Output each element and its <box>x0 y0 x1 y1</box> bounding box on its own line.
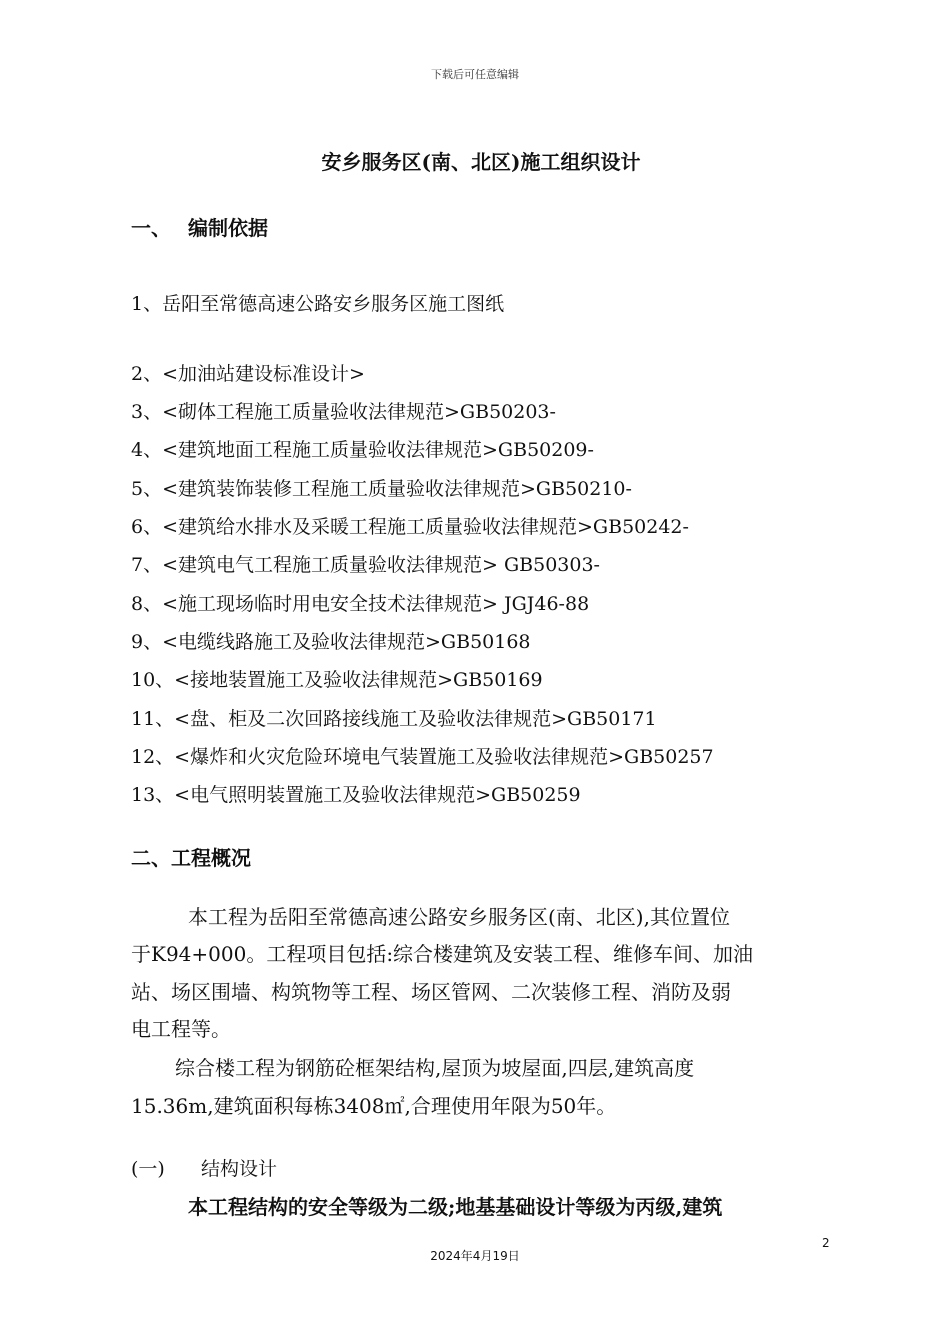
paragraph-line: 电工程等。 <box>131 1017 231 1041</box>
section-1-heading: 编制依据 <box>188 216 268 240</box>
reference-item: 8、<施工现场临时用电安全技术法律规范> JGJ46-88 <box>131 593 590 615</box>
document-title: 安乡服务区(南、北区)施工组织设计 <box>321 150 641 174</box>
reference-item: 9、<电缆线路施工及验收法律规范>GB50168 <box>131 631 531 653</box>
reference-item: 11、<盘、柜及二次回路接线施工及验收法律规范>GB50171 <box>131 708 657 730</box>
section-2-heading: 二、工程概况 <box>131 846 251 870</box>
structure-design-text: 本工程结构的安全等级为二级;地基基础设计等级为丙级,建筑 <box>188 1195 723 1219</box>
reference-item: 13、<电气照明装置施工及验收法律规范>GB50259 <box>131 784 581 806</box>
paragraph-line: 综合楼工程为钢筋砼框架结构,屋顶为坡屋面,四层,建筑高度 <box>175 1056 695 1080</box>
paragraph-line: 于K94+000。工程项目包括:综合楼建筑及安装工程、维修车间、加油 <box>131 942 754 966</box>
reference-item: 3、<砌体工程施工质量验收法律规范>GB50203- <box>131 401 556 423</box>
reference-item: 6、<建筑给水排水及采暖工程施工质量验收法律规范>GB50242- <box>131 516 689 538</box>
page-number: 2 <box>822 1236 830 1250</box>
footer-date: 2024年4月19日 <box>430 1249 520 1263</box>
reference-item: 12、<爆炸和火灾危险环境电气装置施工及验收法律规范>GB50257 <box>131 746 714 768</box>
reference-item: 5、<建筑装饰装修工程施工质量验收法律规范>GB50210- <box>131 478 632 500</box>
subsection-number: (一) <box>131 1158 165 1180</box>
reference-item: 1、岳阳至常德高速公路安乡服务区施工图纸 <box>131 293 505 315</box>
paragraph-line: 15.36m,建筑面积每栋3408㎡,合理使用年限为50年。 <box>131 1094 617 1118</box>
page-header: 下载后可任意编辑 <box>431 68 519 81</box>
reference-item: 4、<建筑地面工程施工质量验收法律规范>GB50209- <box>131 439 594 461</box>
reference-item: 10、<接地装置施工及验收法律规范>GB50169 <box>131 669 543 691</box>
reference-item: 7、<建筑电气工程施工质量验收法律规范> GB50303- <box>131 554 600 576</box>
reference-item: 2、<加油站建设标准设计> <box>131 363 365 385</box>
section-1-number: 一、 <box>131 216 171 240</box>
paragraph-line: 站、场区围墙、构筑物等工程、场区管网、二次装修工程、消防及弱 <box>131 980 731 1004</box>
subsection-heading: 结构设计 <box>201 1158 278 1180</box>
paragraph-line: 本工程为岳阳至常德高速公路安乡服务区(南、北区),其位置位 <box>188 905 730 929</box>
